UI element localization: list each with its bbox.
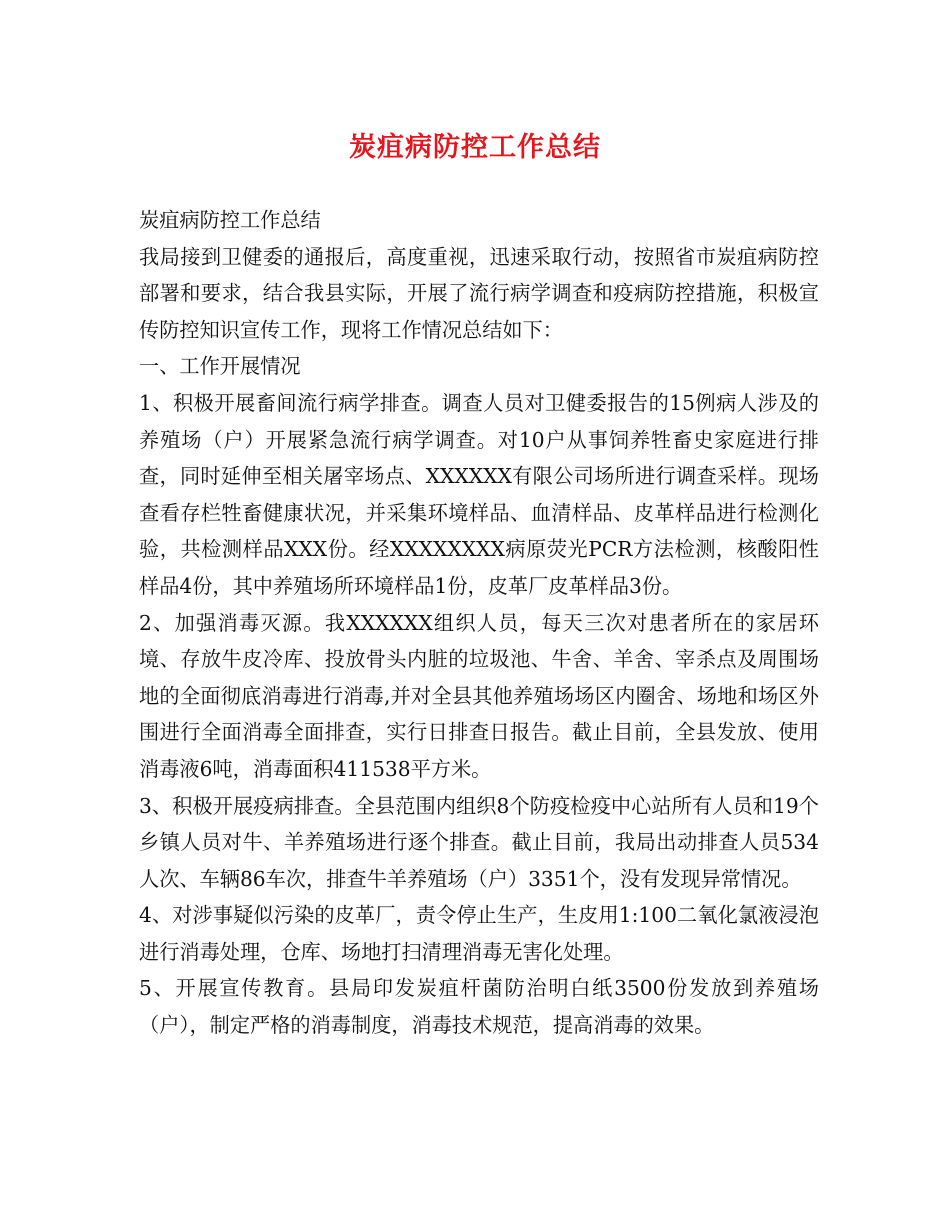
item-paragraph-1: 1、积极开展畜间流行病学排查。调查人员对卫健委报告的15例病人涉及的养殖场（户）开展紧急流行病学调查。对10户从事饲养牲畜史家庭进行排查，同时延伸至相关屠宰场点、XXXXXX有限公司场所进行调查采样。现场查看存栏牲畜健康状况，并采集环境样品、血清样品、皮革样品进行检测化验，共检测样品XXX份。经XXXXXXXX病原荧光PCR方法检测，核酸阳性样品4份，其中养殖场所环境样品1份，皮革厂皮革样品3份。 [139, 390, 819, 598]
item-paragraph-3: 3、积极开展疫病排查。全县范围内组织8个防疫检疫中心站所有人员和19个乡镇人员对牛、羊养殖场进行逐个排查。截止目前，我局出动排查人员534人次、车辆86车次，排查牛羊养殖场（户）3351个，没有发现异常情况。 [139, 793, 819, 891]
item-paragraph-5: 5、开展宣传教育。县局印发炭疽杆菌防治明白纸3500份发放到养殖场（户），制定严格的消毒制度，消毒技术规范，提高消毒的效果。 [139, 976, 819, 1038]
document-body [139, 202, 819, 1044]
intro-paragraph: 我局接到卫健委的通报后，高度重视，迅速采取行动，按照省市炭疽病防控部署和要求，结合我县实际，开展了流行病学调查和疫病防控措施，积极宣传防控知识宣传工作，现将工作情况总结如下： [139, 244, 819, 342]
document-title: 炭疽病防控工作总结 [349, 132, 601, 163]
section-heading: 一、工作开展情况 [139, 354, 301, 379]
item-paragraph-2: 2、加强消毒灭源。我XXXXXX组织人员，每天三次对患者所在的家居环境、存放牛皮冷库、投放骨头内脏的垃圾池、牛舍、羊舍、宰杀点及周围场地的全面彻底消毒进行消毒,并对全县其他养殖场场区内圈舍、场地和场区外围进行全面消毒全面排查，实行日排查日报告。截止目前，全县发放、使用消毒液6吨，消毒面积411538平方米。 [139, 610, 819, 781]
subtitle-paragraph: 炭疽病防控工作总结 [139, 208, 321, 232]
item-paragraph-4: 4、对涉事疑似污染的皮革厂，责令停止生产，生皮用1:100二氧化氯液浸泡进行消毒处理，仓库、场地打扫清理消毒无害化处理。 [139, 903, 819, 964]
